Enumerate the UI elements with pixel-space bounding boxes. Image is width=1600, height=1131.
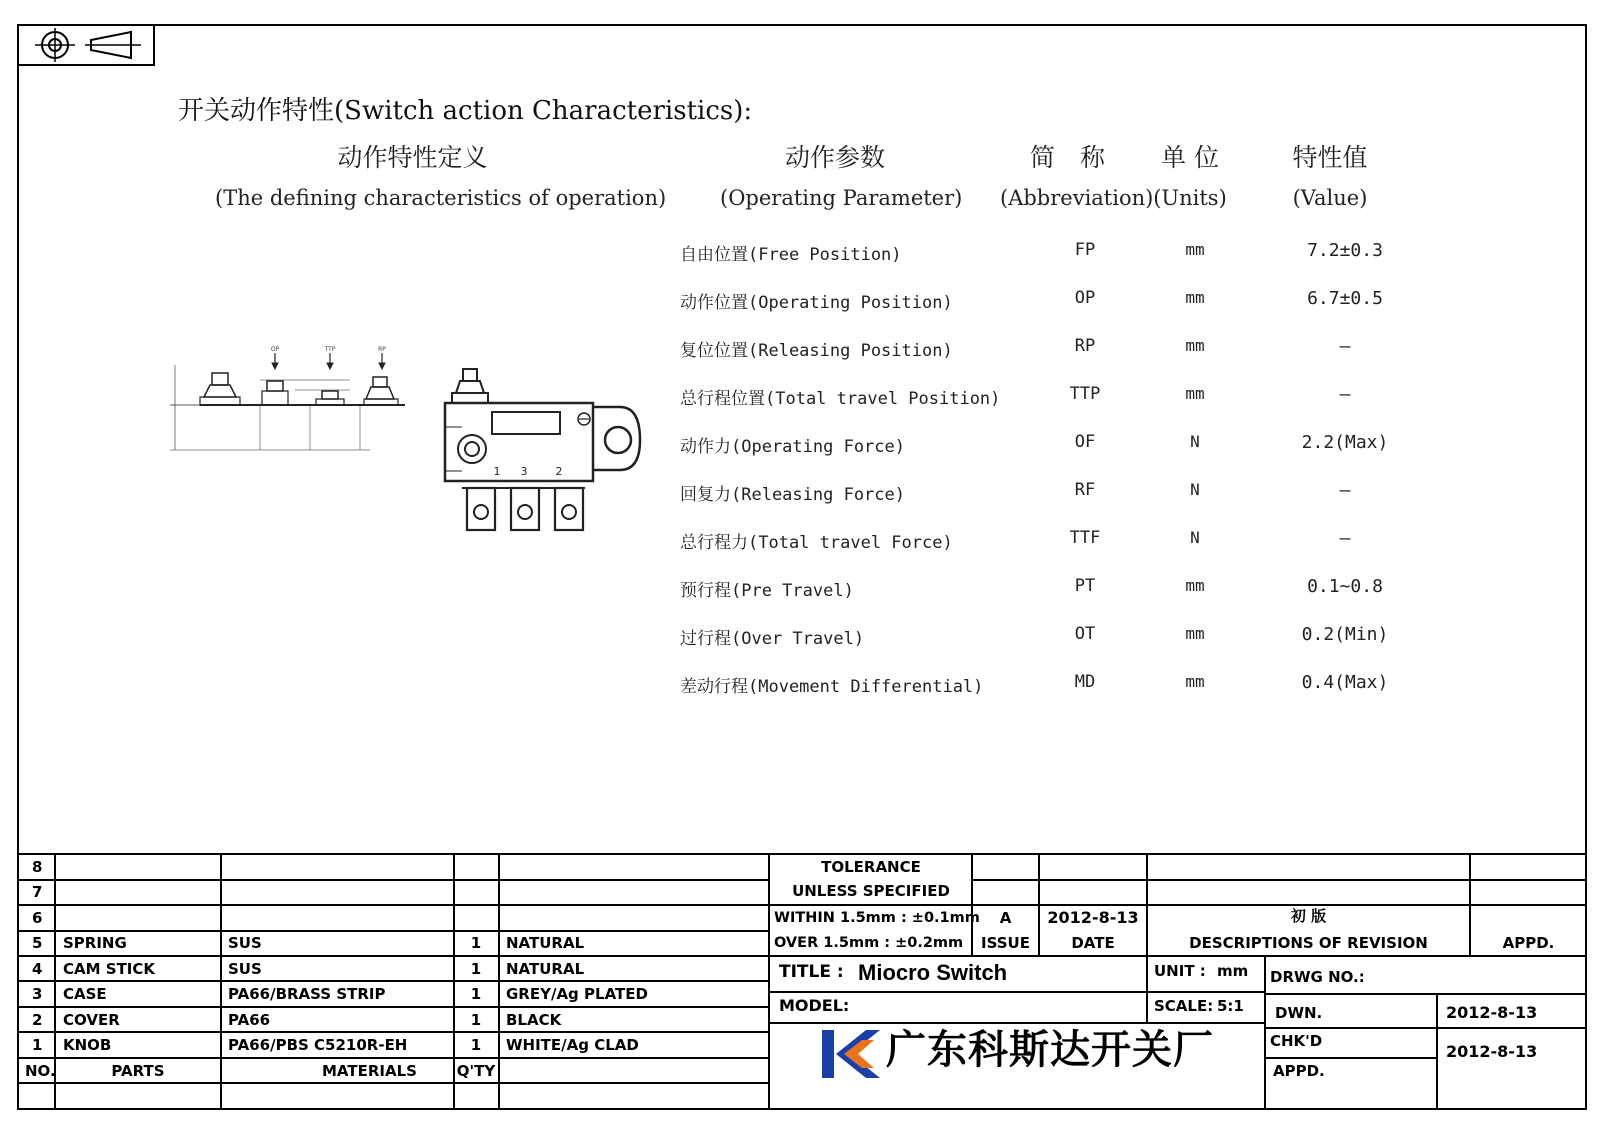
revision-desc-label: DESCRIPTIONS OF REVISION — [1189, 934, 1428, 952]
pin-label-2: 2 — [555, 465, 563, 478]
bom-header-no: NO. — [25, 1062, 56, 1080]
param-unit: mm — [1185, 576, 1205, 595]
bom-material-5: SUS — [228, 934, 262, 952]
col-abbreviation — [1000, 138, 1154, 210]
bom-material-4: SUS — [228, 960, 262, 978]
bom-qty-3: 1 — [470, 985, 482, 1003]
param-name: 预行程(Pre Travel) — [680, 581, 854, 601]
param-abbr: OT — [1074, 624, 1096, 644]
bom-no-8: 8 — [32, 858, 43, 876]
bom-part-4: CAM STICK — [63, 960, 156, 978]
param-row-pt — [680, 576, 1383, 606]
third-angle-projection-icon — [19, 26, 153, 64]
revision-description: 初 版 — [1290, 907, 1327, 925]
param-value: — — [1339, 480, 1351, 501]
param-value: — — [1339, 528, 1351, 549]
bom-part-1: KNOB — [63, 1036, 112, 1054]
param-unit: mm — [1185, 240, 1205, 259]
bom-no-7: 7 — [32, 883, 43, 901]
col-value-en: (Value) — [1292, 186, 1368, 210]
param-value: 7.2±0.3 — [1307, 240, 1383, 261]
param-value: 6.7±0.5 — [1307, 288, 1383, 309]
param-abbr: RP — [1074, 336, 1096, 356]
bom-part-2: COVER — [63, 1011, 120, 1029]
param-value: 0.4(Max) — [1301, 672, 1389, 693]
param-value: 0.2(Min) — [1301, 624, 1389, 645]
switch-technical-drawing — [170, 345, 670, 545]
param-unit: N — [1190, 432, 1200, 451]
drwg-no-label: DRWG NO.: — [1270, 968, 1365, 986]
projection-symbol-box — [17, 24, 155, 66]
travel-diagram — [170, 353, 405, 450]
param-row-op — [680, 288, 1383, 318]
bom-qty-1: 1 — [470, 1036, 482, 1054]
revision-issue-label: ISSUE — [981, 934, 1030, 952]
param-value: 0.1~0.8 — [1307, 576, 1383, 597]
dim-label-rp: RP — [378, 346, 386, 353]
title-label: TITLE : — [779, 962, 844, 982]
col-parameter-en: (Operating Parameter) — [720, 186, 963, 210]
scale-label: SCALE: — [1154, 997, 1214, 1015]
bom-finish-3: GREY/Ag PLATED — [506, 985, 648, 1003]
company-name: 广东科斯达开关厂 — [886, 1027, 1214, 1073]
scale-value: 5:1 — [1217, 997, 1244, 1015]
company-logo-icon — [822, 1026, 882, 1082]
chkd-label: CHK'D — [1270, 1032, 1323, 1050]
col-units-en: (Units) — [1153, 186, 1227, 210]
micro-switch-side-view — [445, 369, 640, 530]
param-unit: mm — [1185, 672, 1205, 691]
param-name: 回复力(Releasing Force) — [680, 485, 905, 505]
param-unit: mm — [1185, 336, 1205, 355]
unit-value: mm — [1217, 962, 1249, 980]
bom-part-3: CASE — [63, 985, 107, 1003]
param-name: 动作力(Operating Force) — [680, 437, 905, 457]
param-abbr: FP — [1074, 240, 1096, 260]
col-definition-en: (The defining characteristics of operation) — [215, 186, 667, 210]
param-abbr: TTF — [1069, 528, 1101, 548]
param-row-of — [680, 432, 1389, 462]
param-row-rf — [680, 480, 1380, 510]
col-value — [1270, 138, 1390, 210]
param-name: 动作位置(Operating Position) — [680, 293, 953, 313]
param-value: 2.2(Max) — [1301, 432, 1389, 453]
param-abbr: TTP — [1069, 384, 1101, 404]
param-name: 差动行程(Movement Differential) — [680, 677, 984, 697]
revision-appd-label: APPD. — [1502, 934, 1555, 952]
appd-label: APPD. — [1273, 1062, 1325, 1080]
bom-no-1: 1 — [32, 1036, 43, 1054]
section-heading: 开关动作特性(Switch action Characteristics): — [178, 96, 753, 126]
revision-date-label: DATE — [1071, 934, 1115, 952]
col-definition — [215, 138, 667, 210]
param-unit: mm — [1185, 624, 1205, 643]
param-value: — — [1339, 384, 1351, 405]
bom-material-1: PA66/PBS C5210R-EH — [228, 1036, 408, 1054]
bom-material-3: PA66/BRASS STRIP — [228, 985, 386, 1003]
param-abbr: MD — [1074, 672, 1096, 692]
param-name: 总行程位置(Total travel Position) — [680, 389, 1001, 409]
param-row-ttf — [680, 528, 1380, 558]
param-unit: mm — [1185, 384, 1205, 403]
revision-issue: A — [999, 909, 1012, 927]
param-abbr: PT — [1074, 576, 1096, 596]
param-name: 复位位置(Releasing Position) — [680, 341, 953, 361]
col-units-zh: 单 位 — [1161, 143, 1219, 172]
bom-header-parts: PARTS — [111, 1062, 165, 1080]
tolerance-line4: OVER 1.5mm : ±0.2mm — [774, 935, 964, 951]
param-abbr: OF — [1074, 432, 1096, 452]
tolerance-line3: WITHIN 1.5mm : ±0.1mm — [774, 910, 980, 926]
bom-part-5: SPRING — [63, 934, 127, 952]
chkd-date: 2012-8-13 — [1446, 1042, 1538, 1061]
bom-finish-1: WHITE/Ag CLAD — [506, 1036, 639, 1054]
revision-date: 2012-8-13 — [1047, 908, 1139, 927]
bom-qty-2: 1 — [470, 1011, 482, 1029]
param-unit: N — [1190, 528, 1200, 547]
param-value: — — [1339, 336, 1351, 357]
title-value: Miocro Switch — [858, 960, 1008, 985]
param-row-rp — [680, 336, 1380, 366]
bom-no-5: 5 — [32, 934, 43, 952]
tolerance-line2: UNLESS SPECIFIED — [792, 882, 950, 900]
bom-finish-2: BLACK — [506, 1011, 562, 1029]
col-parameter-zh: 动作参数 — [784, 143, 885, 172]
pin-label-1: 1 — [493, 465, 501, 478]
param-unit: mm — [1185, 288, 1205, 307]
bom-header-qty: Q'TY — [456, 1062, 496, 1080]
bom-no-4: 4 — [32, 960, 43, 978]
bom-header-materials: MATERIALS — [322, 1062, 417, 1080]
bom-qty-4: 1 — [470, 960, 482, 978]
param-row-ot — [680, 624, 1389, 654]
param-name: 总行程力(Total travel Force) — [680, 533, 953, 553]
bom-no-3: 3 — [32, 985, 43, 1003]
param-name: 过行程(Over Travel) — [680, 629, 865, 649]
bom-finish-4: NATURAL — [506, 960, 585, 978]
param-name: 自由位置(Free Position) — [680, 245, 902, 265]
param-row-ttp — [680, 384, 1380, 414]
col-abbreviation-en: (Abbreviation) — [1000, 186, 1154, 210]
dim-label-ttp: TTP — [324, 346, 336, 353]
bom-finish-5: NATURAL — [506, 934, 585, 952]
col-parameter — [720, 138, 963, 210]
model-label: MODEL: — [779, 996, 850, 1015]
param-abbr: RF — [1074, 480, 1096, 500]
bom-no-2: 2 — [32, 1011, 43, 1029]
unit-label: UNIT : — [1154, 962, 1206, 980]
bom-material-2: PA66 — [228, 1011, 271, 1029]
dwn-label: DWN. — [1275, 1004, 1323, 1022]
col-value-zh: 特性值 — [1292, 143, 1368, 172]
dim-label-op: OP — [270, 346, 280, 353]
col-units — [1140, 138, 1240, 210]
param-unit: N — [1190, 480, 1200, 499]
param-row-md — [680, 672, 1389, 702]
tolerance-line1: TOLERANCE — [821, 858, 921, 876]
col-abbreviation-zh: 简 称 — [1029, 143, 1105, 172]
col-definition-zh: 动作特性定义 — [337, 143, 488, 172]
pin-label-3: 3 — [520, 465, 528, 478]
dwn-date: 2012-8-13 — [1446, 1003, 1538, 1022]
bom-qty-5: 1 — [470, 934, 482, 952]
bom-no-6: 6 — [32, 909, 43, 927]
param-abbr: OP — [1074, 288, 1096, 308]
param-row-fp — [680, 240, 1383, 270]
